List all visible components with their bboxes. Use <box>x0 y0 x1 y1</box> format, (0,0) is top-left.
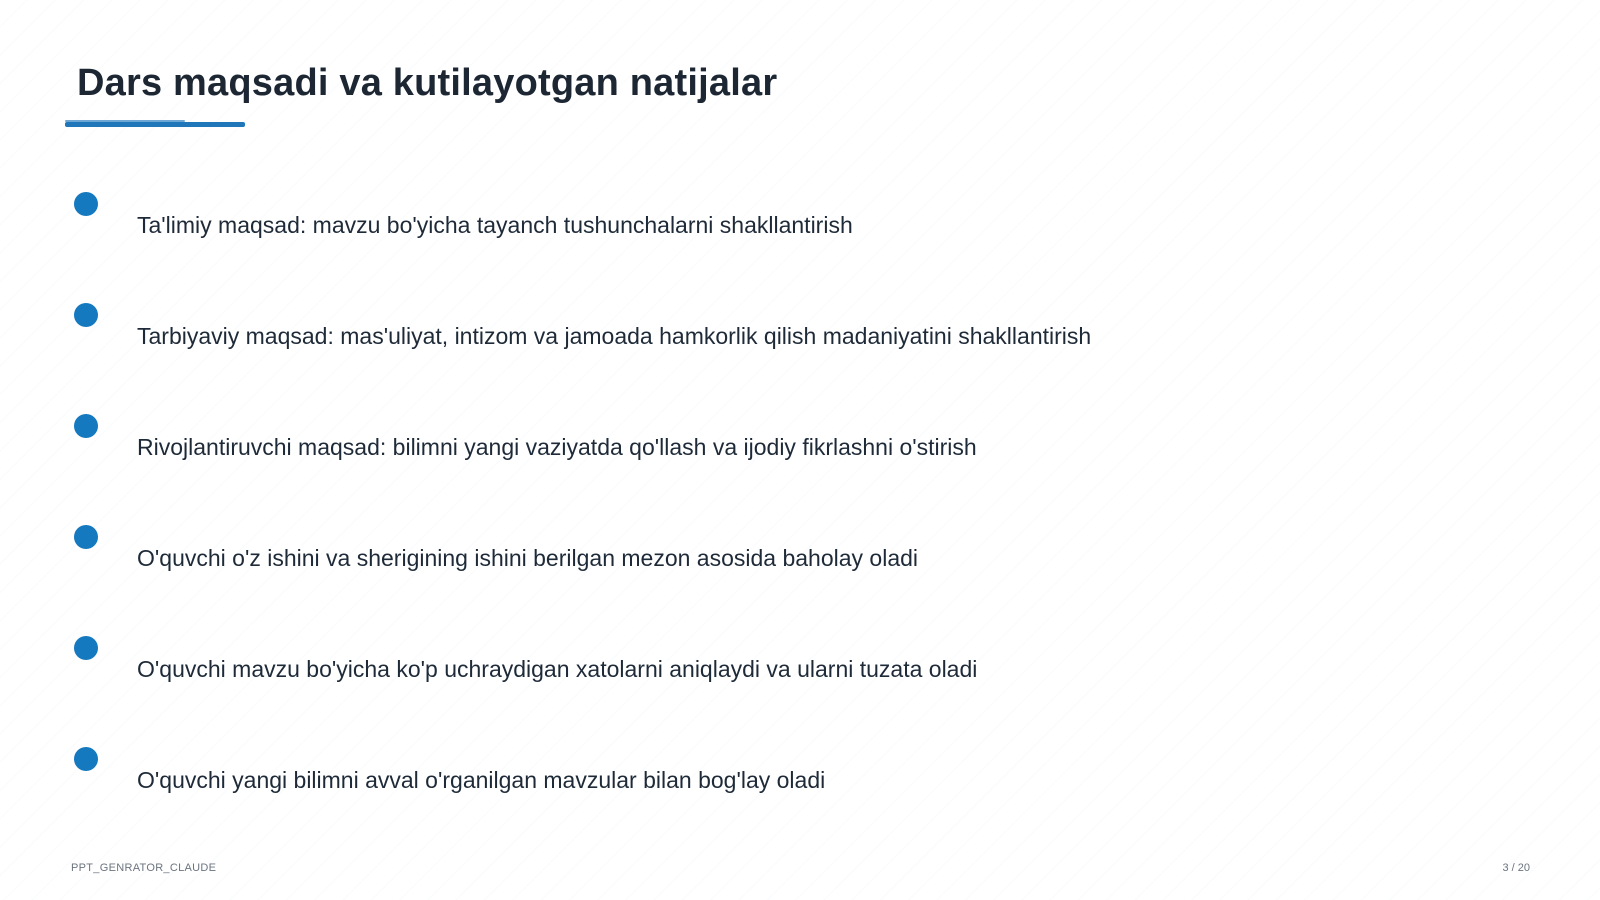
list-item <box>0 747 1500 807</box>
bullet-dot-icon <box>74 747 98 771</box>
list-item <box>0 192 1500 252</box>
footer-brand: PPT_GENRATOR_CLAUDE <box>71 862 217 874</box>
bullet-dot-icon <box>74 303 98 327</box>
list-item <box>0 414 1500 474</box>
list-item <box>0 525 1500 585</box>
bullet-dot-icon <box>74 636 98 660</box>
bullet-dot-icon <box>74 525 98 549</box>
bullet-text: Rivojlantiruvchi maqsad: bilimni yangi vaziyatda qo'llash va ijodiy fikrlashni o'stirish <box>137 434 977 460</box>
list-item <box>0 303 1500 363</box>
bullet-text: Ta'limiy maqsad: mavzu bo'yicha tayanch tushunchalarni shakllantirish <box>137 212 853 238</box>
bullet-text: O'quvchi mavzu bo'yicha ko'p uchraydigan xatolarni aniqlaydi va ularni tuzata oladi <box>137 656 978 682</box>
bullet-dot-icon <box>74 414 98 438</box>
bullet-dot-icon <box>74 192 98 216</box>
slide-title: Dars maqsadi va kutilayotgan natijalar <box>77 62 778 104</box>
bullet-text: Tarbiyaviy maqsad: mas'uliyat, intizom va jamoada hamkorlik qilish madaniyatini shakllantirish <box>137 323 1092 349</box>
bullet-text: O'quvchi yangi bilimni avval o'rganilgan mavzular bilan bog'lay oladi <box>137 767 826 793</box>
page-indicator: 3 / 20 <box>1502 862 1530 874</box>
list-item <box>0 636 1500 696</box>
bullet-text: O'quvchi o'z ishini va sherigining ishini berilgan mezon asosida baholay oladi <box>137 545 919 571</box>
